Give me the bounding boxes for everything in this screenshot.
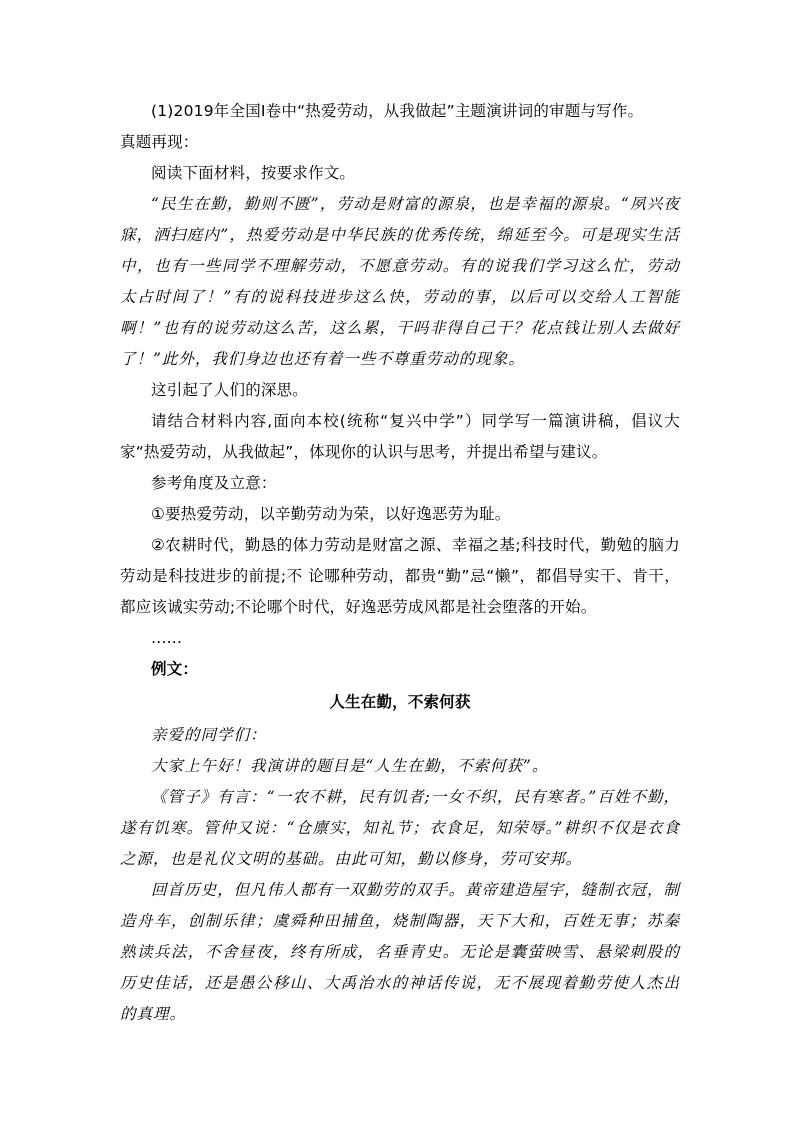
material-paragraph: “民生在勤，勤则不匮”，劳动是财富的源泉，也是幸福的源泉。“夙兴夜寐，洒扫庭内”，热爱劳动是中华民族的优秀传统，绵延至今。可是现实生活中，也有一些同学不理解劳动，不愿意劳动。有的说我们学习这么忙，劳动太占时间了！”有的说科技进步这么快，劳动的事，以后可以交给人工智能啊！”也有的说劳动这么苦，这么累，干吗非得自己干？花点钱让别人去做好了！”此外，我们身边也还有着一些不尊重劳动的现象。 [120, 195, 680, 368]
example-label: 例文： [151, 660, 199, 678]
angles-label: 参考角度及立意： [151, 474, 277, 492]
greeting: 大家上午好！我演讲的题目是“人生在勤，不索何获”。 [151, 757, 549, 775]
heading: (1)2019年全国Ⅰ卷中“热爱劳动，从我做起”主题演讲词的审题与写作。 [151, 102, 644, 120]
ellipsis: …… [151, 629, 182, 647]
instruction: 阅读下面材料，按要求作文。 [151, 164, 356, 182]
section-real-question: 真题再现： [120, 133, 199, 151]
task: 请结合材料内容,面向本校(统称“复兴中学”）同学写一篇演讲稿，倡议大家“热爱劳动，从我做起”，体现你的认识与思考，并提出希望与建议。 [120, 412, 680, 461]
essay-title: 人生在勤，不索何获 [329, 693, 471, 711]
angle-2: ②农耕时代，勤恳的体力劳动是财富之源、幸福之基;科技时代，勤勉的脑力劳动是科技进步的前提;不 论哪种劳动，都贵“勤”忌“懒”，都倡导实干、肯干，都应该诚实劳动;不论哪个时代，好逸恶劳成风都是社会堕落的开始。 [120, 536, 680, 616]
body-paragraph-2: 回首历史，但凡伟人都有一双勤劳的双手。黄帝建造屋宇，缝制衣冠，制造舟车，创制乐律；虞舜种田捕鱼，烧制陶器，天下大和，百姓无事；苏秦熟读兵法，不舍昼夜，终有所成，名垂青史。无论是囊萤映雪、悬梁刺股的历史佳话，还是愚公移山、大禹治水的神话传说，无不展现着勤劳使人杰出的真理。 [120, 881, 680, 1023]
reflection: 这引起了人们的深思。 [151, 381, 309, 399]
angle-1: ①要热爱劳动，以辛勤劳动为荣，以好逸恶劳为耻。 [151, 505, 511, 523]
salutation: 亲爱的同学们： [151, 726, 267, 744]
document-body [120, 96, 680, 1030]
body-paragraph-1: 《管子》有言：“一农不耕，民有饥者;一女不织，民有寒者。”百姓不勤，遂有饥寒。管仲又说：“仓廪实，知礼节；衣食足，知荣辱。”耕织不仅是衣食之源，也是礼仪文明的基础。由此可知，勤以修身，劳可安邦。 [120, 788, 680, 868]
